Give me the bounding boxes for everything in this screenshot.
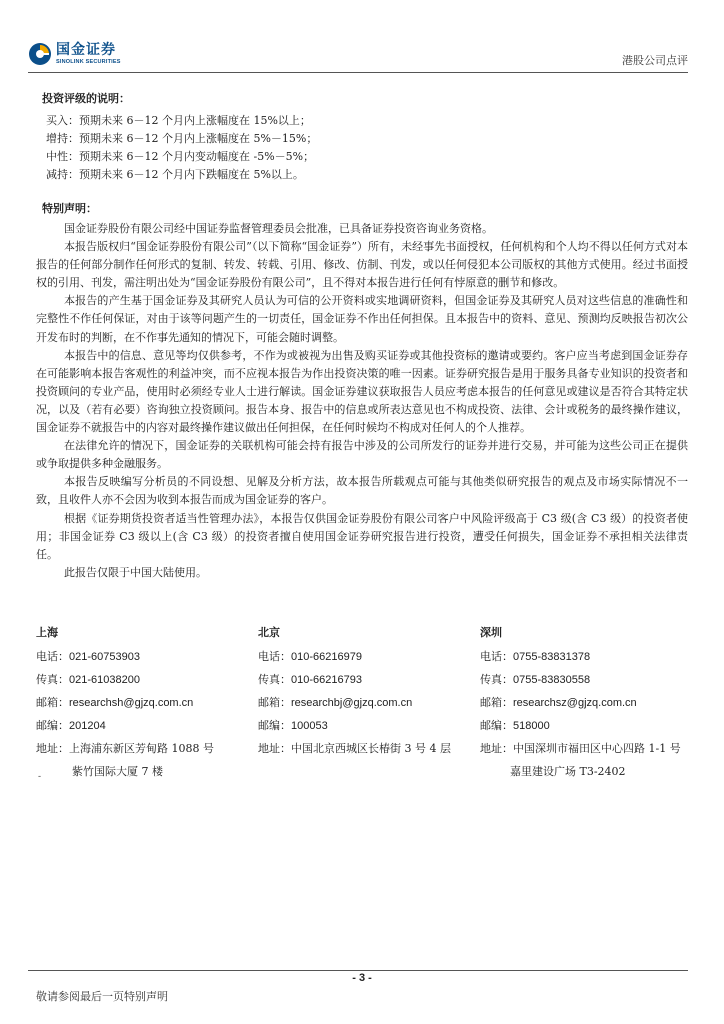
- email-link[interactable]: researchsh@gjzq.com.cn: [69, 697, 194, 709]
- phone-label: 电话：: [480, 650, 513, 663]
- disclaimer-paragraph: 本报告中的信息、意见等均仅供参考，不作为或被视为出售及购买证券或其他投资标的邀请或要约。客户应当考虑到国金证券存在可能影响本报告客观性的利益冲突，而不应视本报告为作出投资决策的唯一因素。证券研究报告是用于服务具备专业知识的投资者和投资顾问的专业产品，使用时必须经专业人士进行解读。国金证券建议获取报告人员应考虑本报告的任何意见或建议是否符合其特定状况，以及（若有必要）咨询独立投资顾问。报告本身、报告中的信息或所表达意见也不构成投资、法律、会计或税务的最终操作建议，国金证券不就报告中的内容对最终操作建议做出任何担保，在任何时候均不构成对任何人的个人推荐。: [36, 348, 688, 435]
- fax-row: [480, 671, 688, 694]
- contact-shenzhen: [480, 624, 688, 781]
- address-line-2: 紫竹国际大厦 7 楼: [72, 765, 163, 778]
- phone-value: 010-66216979: [291, 651, 362, 663]
- contact-beijing: [258, 624, 480, 781]
- postcode-label: 邮编：: [258, 719, 291, 732]
- fax-value: 0755-83830558: [513, 674, 591, 686]
- postcode-value: 518000: [513, 720, 550, 732]
- address-line-2: 嘉里建设广场 T3-2402: [510, 765, 626, 778]
- disclaimer-paragraph: 根据《证券期货投资者适当性管理办法》，本报告仅供国金证券股份有限公司客户中风险评级高于 C3 级(含 C3 级）的投资者使用；非国金证券 C3 级以上(含 C3 级）的投资者擅自使用国金证券研究报告进行投资，遭受任何损失，国金证券不承担相关法律责任。: [36, 511, 688, 561]
- sinolink-logo-icon: [28, 42, 52, 66]
- disclaimer-section-title: 特别声明：: [42, 202, 97, 215]
- postcode-row: [258, 717, 480, 740]
- phone-label: 电话：: [258, 650, 291, 663]
- address-row: [36, 740, 258, 763]
- city-name: 上海: [36, 626, 58, 639]
- email-row: [480, 694, 688, 717]
- postcode-row: [36, 717, 258, 740]
- special-disclaimer-section: [36, 200, 688, 582]
- postcode-row: [480, 717, 688, 740]
- page-header: [0, 0, 724, 76]
- postcode-label: 邮编：: [36, 719, 69, 732]
- postcode-label: 邮编：: [480, 719, 513, 732]
- report-type-label: 港股公司点评: [622, 54, 688, 67]
- phone-value: 0755-83831378: [513, 651, 591, 663]
- office-contacts: [36, 624, 688, 781]
- fax-label: 传真：: [258, 673, 291, 686]
- rating-item-overweight: 增持：预期未来 6－12 个月内上涨幅度在 5%－15%；: [46, 132, 318, 145]
- address-label: 地址：: [258, 742, 291, 755]
- disclaimer-paragraph: 本报告反映编写分析员的不同设想、见解及分析方法，故本报告所载观点可能与其他类似研究报告的观点及市场实际情况不一致，且收件人亦不会因为收到本报告而成为国金证券的客户。: [36, 475, 688, 507]
- city-name: 深圳: [480, 626, 502, 639]
- phone-label: 电话：: [36, 650, 69, 663]
- email-link[interactable]: researchbj@gjzq.com.cn: [291, 697, 413, 709]
- address-row: [258, 740, 480, 763]
- header-divider: [28, 72, 688, 73]
- disclaimer-paragraph: 在法律允许的情况下，国金证券的关联机构可能会持有报告中涉及的公司所发行的证券并进行交易，并可能为这些公司正在提供或争取提供多种金融服务。: [36, 439, 688, 471]
- stray-mark: -: [38, 772, 42, 782]
- rating-section-title: 投资评级的说明：: [42, 92, 130, 105]
- rating-item-neutral: 中性：预期未来 6－12 个月内变动幅度在 -5%－5%；: [46, 150, 315, 163]
- phone-row: [36, 648, 258, 671]
- contact-shanghai: [36, 624, 258, 781]
- phone-value: 021-60753903: [69, 651, 140, 663]
- rating-item-buy: 买入：预期未来 6－12 个月内上涨幅度在 15%以上；: [46, 114, 311, 127]
- address-line-1: 中国深圳市福田区中心四路 1-1 号: [513, 742, 681, 755]
- email-row: [258, 694, 480, 717]
- email-link[interactable]: researchsz@gjzq.com.cn: [513, 697, 637, 709]
- address-label: 地址：: [480, 742, 513, 755]
- disclaimer-paragraph: 本报告版权归“国金证券股份有限公司”（以下简称“国金证券”）所有，未经事先书面授权，任何机构和个人均不得以任何方式对本报告的任何部分制作任何形式的复制、转发、转载、引用、修改、仿制、刊发，或以任何侵犯本公司版权的其他方式使用。经过书面授权的引用、刊发，需注明出处为“国金证券股份有限公司”，且不得对本报告进行任何有悖原意的删节和修改。: [36, 240, 688, 290]
- phone-row: [258, 648, 480, 671]
- company-logo: [28, 40, 138, 68]
- fax-value: 021-61038200: [69, 674, 140, 686]
- rating-item-underweight: 减持：预期未来 6－12 个月内下跌幅度在 5%以上。: [46, 168, 304, 181]
- disclaimer-paragraph: 国金证券股份有限公司经中国证券监督管理委员会批准，已具备证券投资咨询业务资格。: [64, 222, 493, 235]
- address-row: [480, 740, 688, 763]
- email-label: 邮箱：: [480, 696, 513, 709]
- logo-english-name: SINOLINK SECURITIES: [56, 58, 121, 65]
- postcode-value: 100053: [291, 720, 328, 732]
- footer-note: 敬请参阅最后一页特别声明: [36, 990, 168, 1003]
- fax-value: 010-66216793: [291, 674, 362, 686]
- fax-label: 传真：: [480, 673, 513, 686]
- address-line-1: 中国北京西城区长椿街 3 号 4 层: [291, 742, 451, 755]
- fax-row: [258, 671, 480, 694]
- email-label: 邮箱：: [36, 696, 69, 709]
- page-number: - 3 -: [352, 972, 372, 984]
- phone-row: [480, 648, 688, 671]
- email-row: [36, 694, 258, 717]
- disclaimer-paragraph: 本报告的产生基于国金证券及其研究人员认为可信的公开资料或实地调研资料，但国金证券及其研究人员对这些信息的准确性和完整性不作任何保证，对由于该等问题产生的一切责任，国金证券不作出任何担保。且本报告中的资料、意见、预测均反映报告初次公开发布时的判断，在不作事先通知的情况下，可能会随时调整。: [36, 294, 688, 344]
- city-name: 北京: [258, 626, 280, 639]
- address-label: 地址：: [36, 742, 69, 755]
- footer-divider: [28, 970, 688, 971]
- logo-chinese-name: 国金证券: [56, 41, 116, 58]
- postcode-value: 201204: [69, 720, 106, 732]
- fax-row: [36, 671, 258, 694]
- disclaimer-paragraph: 此报告仅限于中国大陆使用。: [64, 565, 207, 579]
- fax-label: 传真：: [36, 673, 69, 686]
- email-label: 邮箱：: [258, 696, 291, 709]
- rating-explanation-section: [36, 90, 676, 184]
- address-line-1: 上海浦东新区芳甸路 1088 号: [69, 742, 214, 755]
